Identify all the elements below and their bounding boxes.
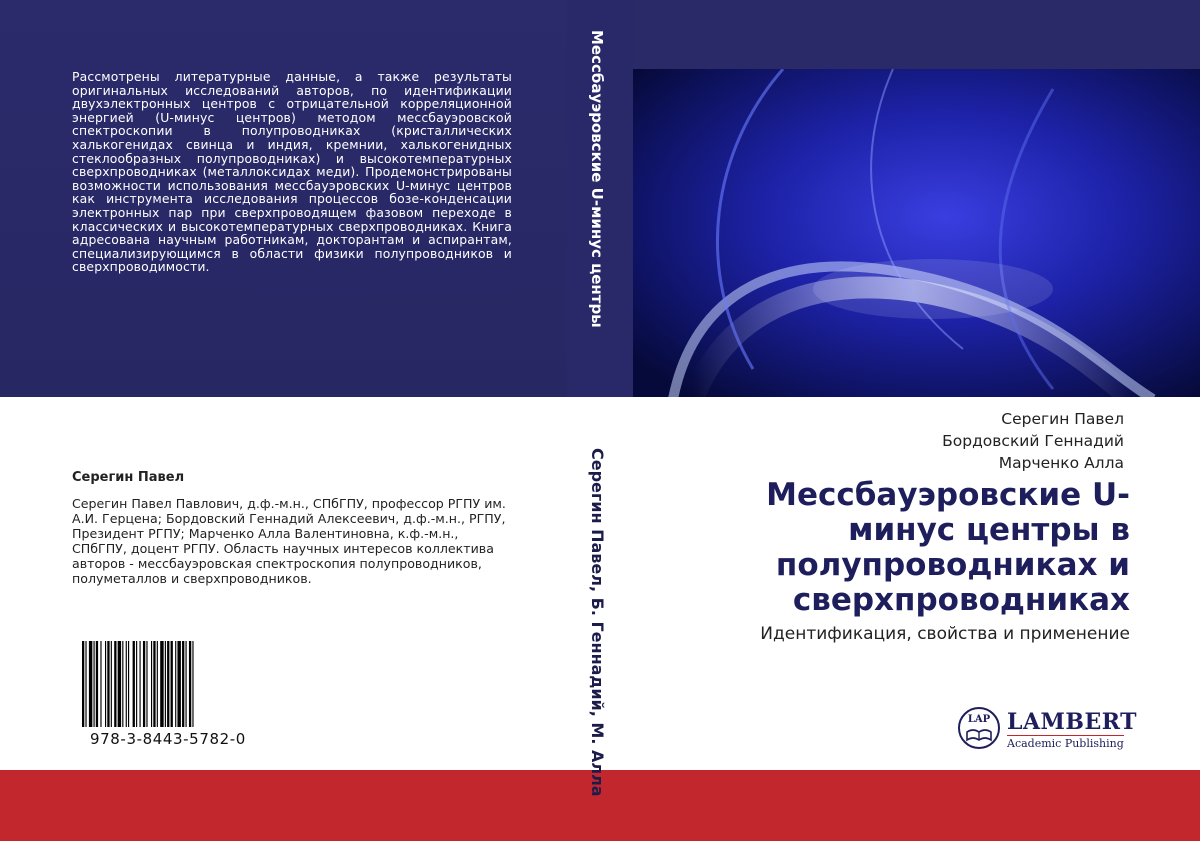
book-title: Мессбауэровские U-минус центры в полупроводниках и сверхпроводниках xyxy=(766,477,1130,618)
publisher-tagline: Academic Publishing xyxy=(1007,737,1124,750)
front-authors xyxy=(942,408,1124,474)
front-author-1: Серегин Павел xyxy=(1001,410,1124,428)
back-author-bio: Серегин Павел Павлович, д.ф.-м.н., СПбГПУ, профессор РГПУ им. А.И. Герцена; Бордовский Геннадий Алексеевич, д.ф.-м.н., РГПУ, Президент РГПУ; Марченко Алла Валентиновна, к.ф.-м.н., СПбГПУ, доцент РГПУ. Область научных интересов коллектива авторов - мессбауэровская спектроскопия полупроводников, полуметаллов и сверхпроводников. xyxy=(72,496,506,586)
isbn-number: 978-3-8443-5782-0 xyxy=(90,730,246,748)
publisher-name: LAMBERT xyxy=(1007,709,1138,735)
front-author-3: Марченко Алла xyxy=(998,454,1124,472)
svg-text:LAP: LAP xyxy=(967,714,991,725)
back-cover-blurb: Рассмотрены литературные данные, а также результаты оригинальных исследований авторов, по идентификации двухэлектронных центров с отрицательной корреляционной энергией (U-минус центров) методом мессбауэровской спектроскопии в полупроводниках (кристаллических халькогенидах свинца и индия, кремнии, халькогенидных стеклообразных полупроводниках) и высокотемпературных сверхпроводниках (металлоксидах меди). Продемонстрированы возможности использования мессбауэровских U-минус центров как инструмента исследования процессов бозе-конденсации электронных пар при сверхпроводящем фазовом переходе в классических и высокотемпературных сверхпроводниках. Книга адресована научным работникам, докторантам и аспирантам, специализирующимся в области физики полупроводников и сверхпроводимости. xyxy=(72,69,512,275)
front-author-2: Бордовский Геннадий xyxy=(942,432,1124,450)
publisher-logo xyxy=(957,706,1137,754)
book-subtitle: Идентификация, свойства и применение xyxy=(760,624,1130,644)
spine-title: Мессбауэровские U-минус центры xyxy=(588,30,606,328)
spine-authors: Серегин Павел, Б. Геннадий, М. Алла xyxy=(588,448,607,797)
cover-image xyxy=(633,69,1200,397)
lap-book-icon xyxy=(957,706,1001,750)
barcode xyxy=(80,641,238,727)
back-author-name: Серегин Павел xyxy=(72,470,185,485)
